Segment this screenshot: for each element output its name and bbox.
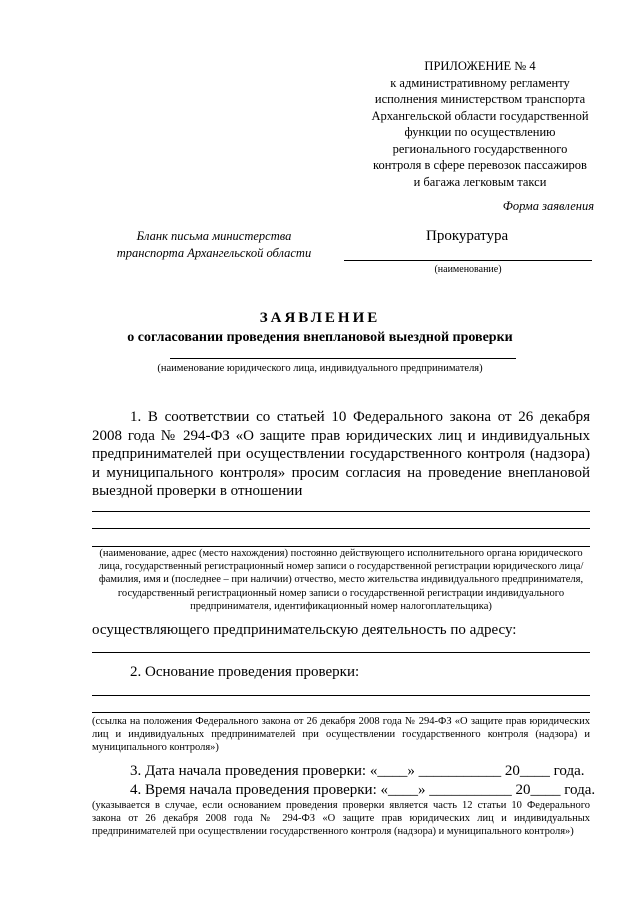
appendix-line: функции по осуществлению (404, 125, 556, 139)
appendix-line: Архангельской области государственной (371, 108, 589, 123)
appendix-line: регионального государственного (392, 141, 568, 156)
paragraph-1-text: 1. В соответствии со статьей 10 Федерального закона от 26 декабря 2008 года № 294-ФЗ «О защите прав юридических лиц и индивидуальных предпринимателей при осуществлении государственного контроля (надзора) и муниципального контроля» просим согласия на проведение внеплановой выездной проверки в отношении (92, 409, 590, 499)
appendix-number: ПРИЛОЖЕНИЕ № 4 (424, 59, 536, 73)
addressee-caption: (наименование) (434, 264, 502, 275)
document-title: ЗАЯВЛЕНИЕ (259, 310, 381, 326)
appendix-line: к административному регламенту (390, 75, 570, 90)
legal-entity-caption: (наименование юридического лица, индивидуального предпринимателя) (157, 363, 483, 374)
item-4-start-time: 4. Время начала проведения проверки: «____» ___________ 20____ года. (130, 782, 596, 798)
letterhead-placeholder (108, 228, 320, 262)
appendix-line: исполнения министерством транспорта (374, 92, 586, 106)
paragraph-1 (92, 408, 590, 501)
item-4-caption: (указывается в случае, если основанием проведения проверки является часть 12 статьи 10 Федерального закона от 26 декабря 2008 года № 294-ФЗ «О защите прав юридических лиц и индивидуальных предпринимателей при осуществлении государственного контроля (надзора) и муниципального контроля») (92, 800, 590, 838)
details-field-line-1[interactable] (92, 511, 590, 512)
appendix-line: и багажа легковым такси (413, 174, 547, 189)
form-name: Форма заявления (502, 199, 594, 213)
details-caption: (наименование, адрес (место нахождения) постоянно действующего исполнительного органа юридического лица, государственный регистрационный номер записи о государственной регистрации юридического лица/ фамилия, имя и (последнее – при наличии) отчество, место жительства индивидуального предпринимателя, государственный регистрационный номер записи о государственной регистрации индивидуального предпринимателя, идентификационный номер налогоплательщика) (98, 548, 584, 612)
appendix-line: контроля в сфере перевозок пассажиров (373, 158, 587, 172)
addressee-underline (344, 260, 592, 261)
activity-address-label: осуществляющего предпринимательскую деятельность по адресу: (92, 622, 517, 638)
address-field-line[interactable] (92, 652, 590, 653)
appendix-header (360, 58, 600, 190)
item-3-start-date: 3. Дата начала проведения проверки: «____» ___________ 20____ года. (130, 763, 585, 779)
letterhead-line: транспорта Архангельской области (116, 246, 312, 260)
details-field-line-2[interactable] (92, 528, 590, 529)
basis-field-line-2[interactable] (92, 712, 590, 713)
addressee-field[interactable]: Прокуратура (426, 228, 509, 244)
document-subtitle: о согласовании проведения внеплановой выездной проверки (127, 330, 513, 345)
letterhead-line: Бланк письма министерства (136, 229, 292, 243)
legal-entity-field[interactable] (170, 358, 516, 359)
basis-field-line-1[interactable] (92, 695, 590, 696)
addressee-block (344, 228, 592, 275)
item-2-caption: (ссылка на положения Федерального закона от 26 декабря 2008 года № 294-ФЗ «О защите прав юридических лиц и индивидуальных предпринимателей при осуществлении государственного контроля (надзора) и муниципального контроля») (92, 716, 590, 754)
item-2-label: 2. Основание проведения проверки: (130, 664, 360, 680)
